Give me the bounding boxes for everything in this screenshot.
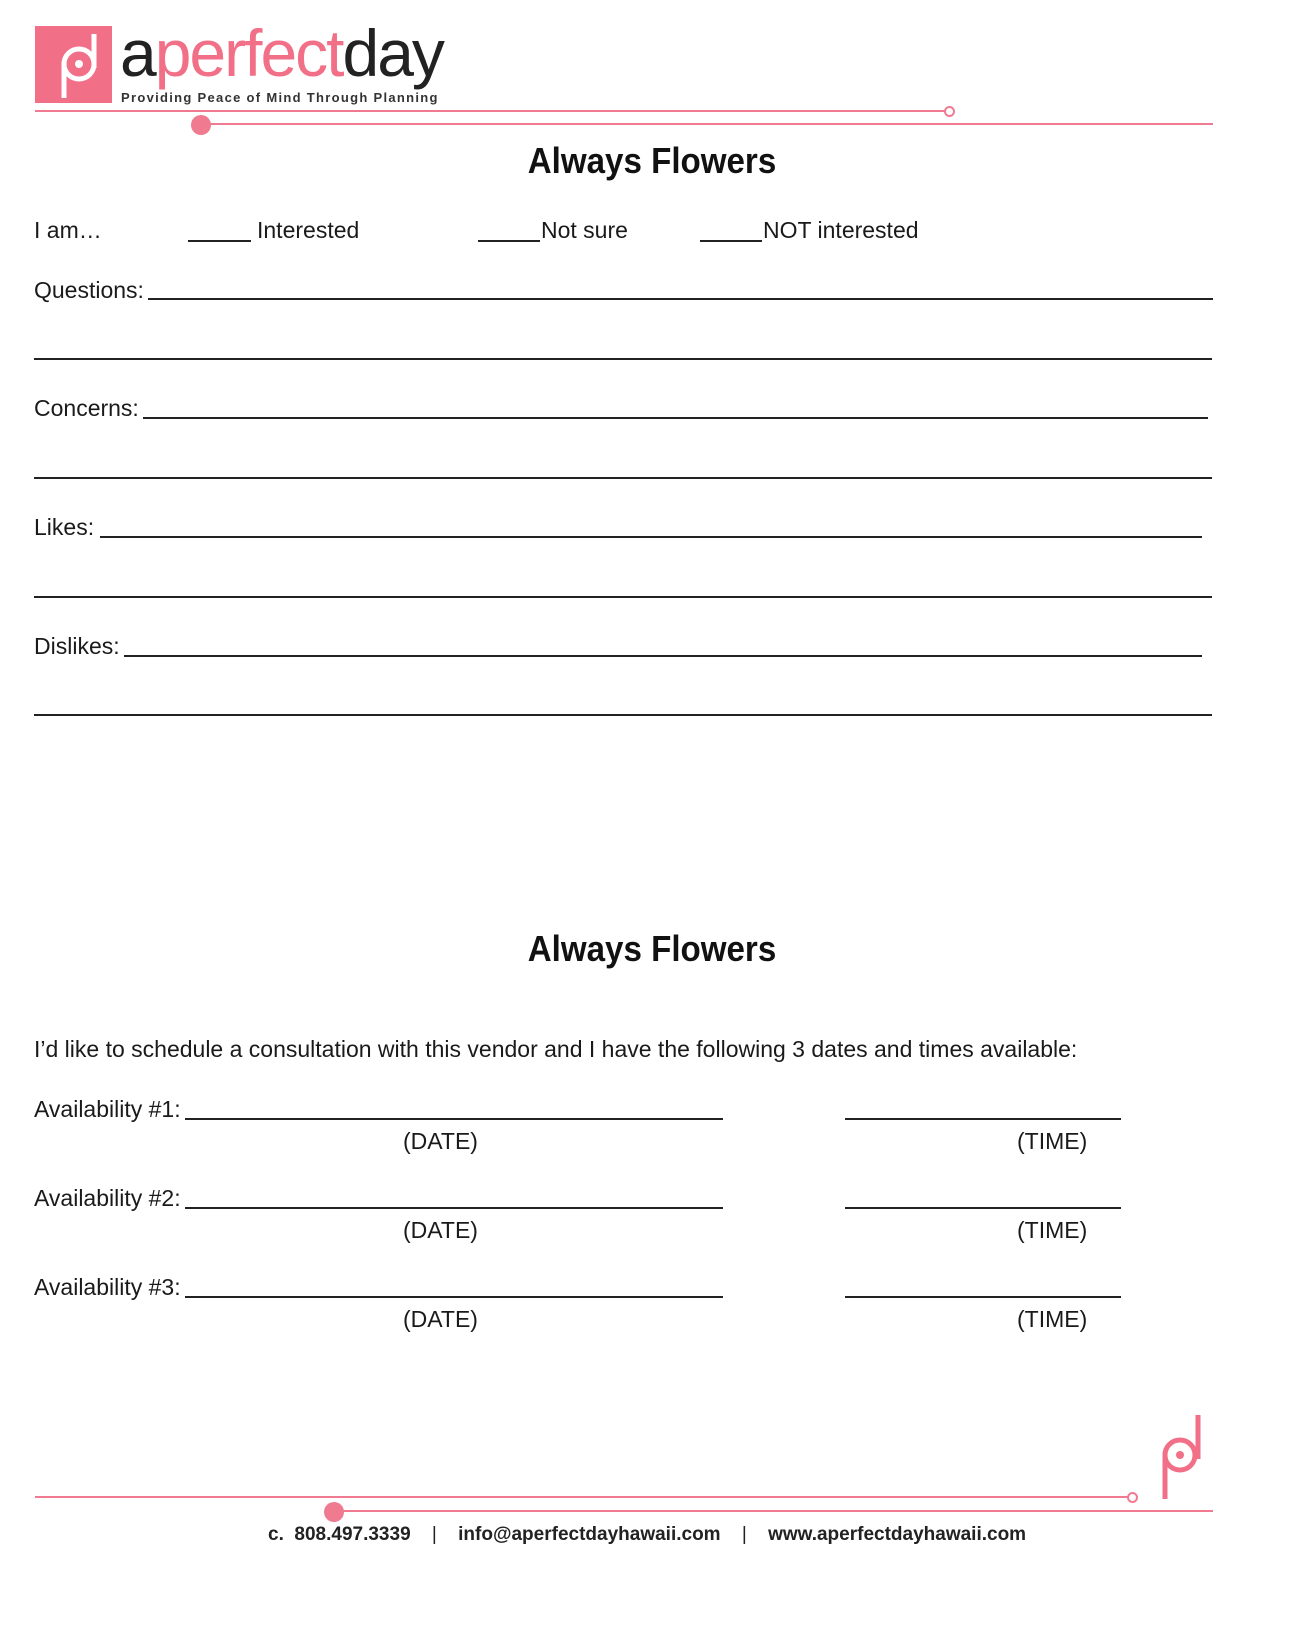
schedule-title: Always Flowers: [527, 928, 777, 969]
i-am-label: I am…: [34, 217, 102, 243]
availability-2-time-line[interactable]: [845, 1207, 1121, 1209]
availability-1-time-line[interactable]: [845, 1118, 1121, 1120]
footer-rule-upper: [35, 1496, 1128, 1498]
dislikes-line-2[interactable]: [34, 714, 1212, 716]
footer-rule-lower: [333, 1510, 1213, 1512]
footer-rule-end-dot: [1127, 1492, 1138, 1503]
header-rule-lower: [200, 123, 1213, 125]
footer-separator-2: |: [741, 1524, 747, 1545]
footer-website[interactable]: www.aperfectdayhawaii.com: [768, 1524, 1027, 1545]
footer-rule-dot: [324, 1502, 344, 1522]
availability-2-time-caption: (TIME): [1017, 1217, 1088, 1243]
not-interested-blank[interactable]: [700, 240, 762, 242]
likes-line-1[interactable]: [100, 536, 1202, 538]
option-not-interested: NOT interested: [763, 217, 919, 243]
form-title: Always Flowers: [527, 140, 777, 181]
footer-contact: [268, 1524, 1026, 1546]
availability-2-date-caption: (DATE): [403, 1217, 478, 1243]
questions-label: Questions:: [34, 277, 144, 303]
questions-line-1[interactable]: [148, 298, 1213, 300]
dislikes-label: Dislikes:: [34, 633, 120, 659]
logo-box: [35, 26, 112, 103]
availability-1-date-caption: (DATE): [403, 1128, 478, 1154]
not-sure-blank[interactable]: [478, 240, 540, 242]
header-rule-upper: [35, 110, 945, 112]
footer-email[interactable]: info@aperfectdayhawaii.com: [458, 1524, 721, 1545]
concerns-line-2[interactable]: [34, 477, 1212, 479]
availability-2-date-line[interactable]: [185, 1207, 723, 1209]
availability-3-label: Availability #3:: [34, 1274, 181, 1300]
availability-3-date-caption: (DATE): [403, 1306, 478, 1332]
brand-wordmark: [120, 16, 443, 90]
availability-3-time-line[interactable]: [845, 1296, 1121, 1298]
dislikes-line-1[interactable]: [124, 655, 1202, 657]
questions-line-2[interactable]: [34, 358, 1212, 360]
availability-1-date-line[interactable]: [185, 1118, 723, 1120]
pd-monogram-icon: [1158, 1413, 1206, 1503]
option-not-sure: Not sure: [541, 217, 628, 243]
footer-separator-1: |: [431, 1524, 437, 1545]
brand-part-day: day: [342, 16, 443, 90]
availability-1-label: Availability #1:: [34, 1096, 181, 1122]
header-rule-dot: [191, 115, 211, 135]
footer-phone: c. 808.497.3339: [268, 1524, 411, 1545]
availability-3-time-caption: (TIME): [1017, 1306, 1088, 1332]
brand-tagline: Providing Peace of Mind Through Planning: [121, 90, 439, 105]
concerns-label: Concerns:: [34, 395, 139, 421]
brand-part-a: a: [120, 16, 155, 90]
availability-3-date-line[interactable]: [185, 1296, 723, 1298]
header-rule-end-dot: [944, 106, 955, 117]
schedule-intro: I’d like to schedule a consultation with this vendor and I have the following 3 dates and times available:: [34, 1036, 1078, 1062]
interested-blank[interactable]: [188, 240, 251, 242]
availability-2-label: Availability #2:: [34, 1185, 181, 1211]
likes-line-2[interactable]: [34, 596, 1212, 598]
availability-1-time-caption: (TIME): [1017, 1128, 1088, 1154]
option-interested: Interested: [257, 217, 360, 243]
brand-part-perfect: perfect: [154, 16, 343, 90]
likes-label: Likes:: [34, 514, 95, 540]
pd-monogram-icon: [35, 26, 112, 103]
footer-corner-logo: [1158, 1413, 1206, 1503]
concerns-line-1[interactable]: [143, 417, 1208, 419]
